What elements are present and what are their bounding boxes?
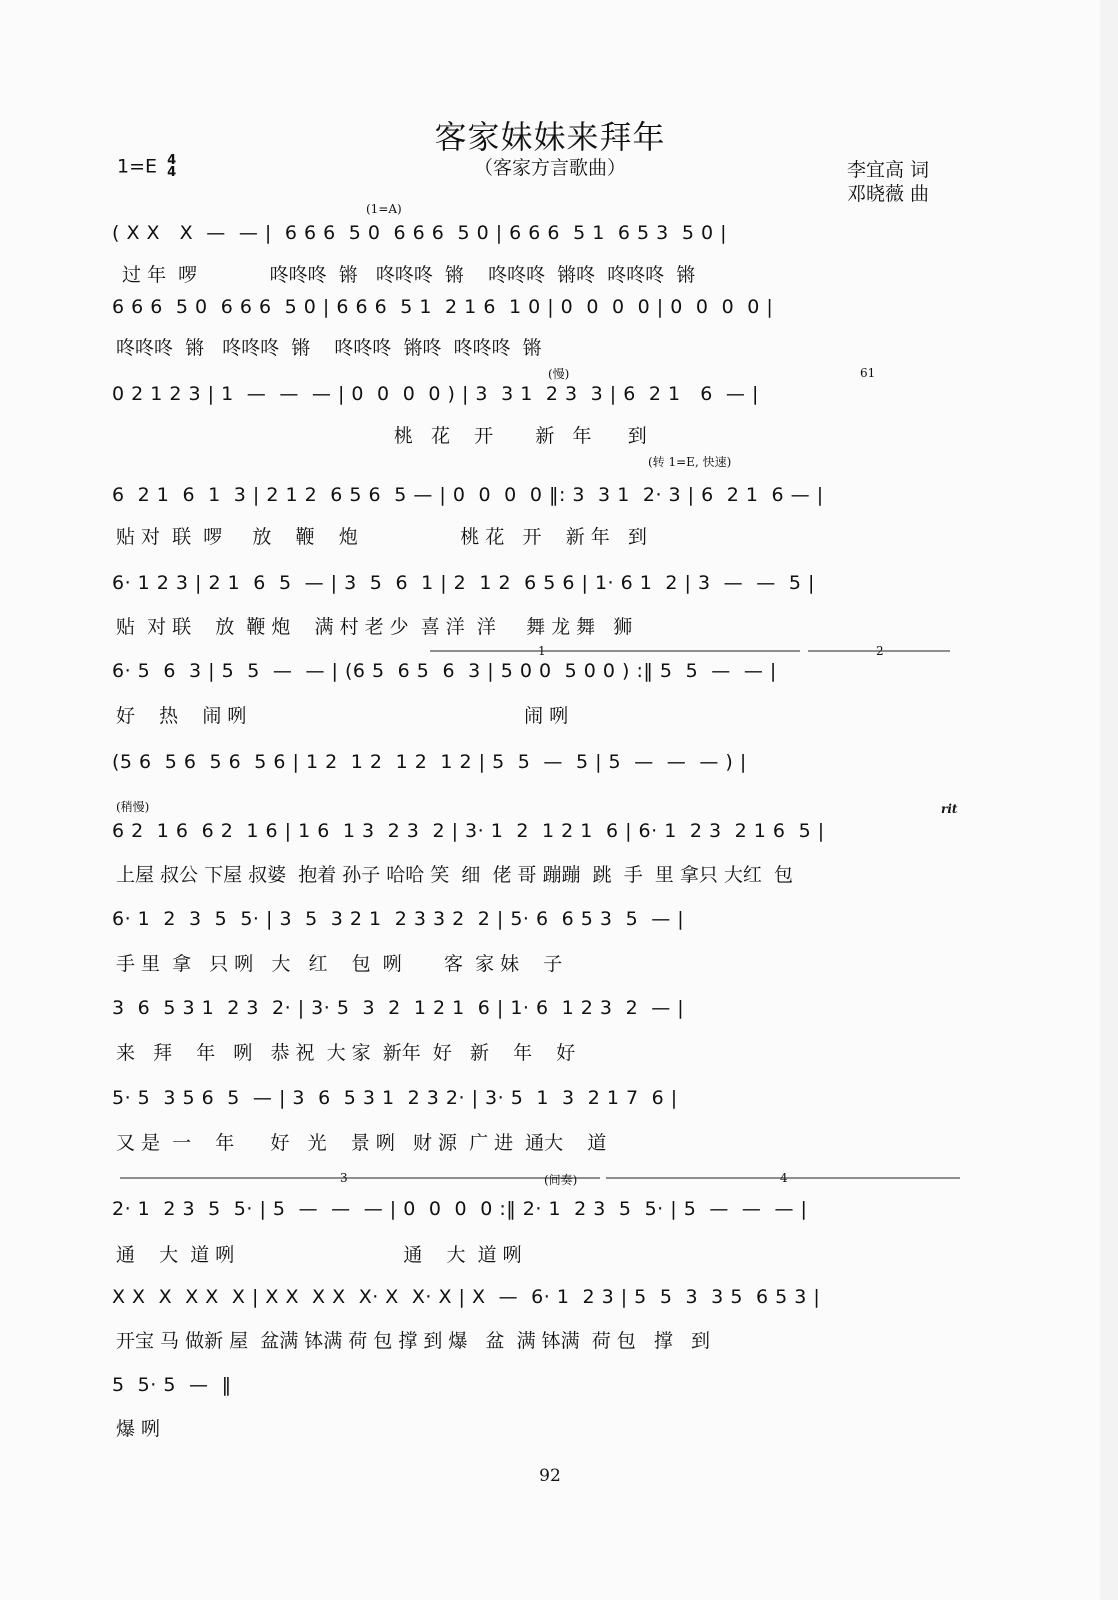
- lyrics-line: 来 拜 年 咧 恭 祝 大 家 新年 好 新 年 好: [116, 1042, 576, 1064]
- lyrics-line: 贴 对 联 啰 放 鞭 炮 桃 花 开 新 年 到: [116, 526, 647, 548]
- time-bottom: 4: [167, 165, 177, 180]
- notation-line: 5· 5 3 5 6 5 — | 3 6 5 3 1 2 3 2· | 3· 5 1 3 2 1 7 6 |: [112, 1087, 678, 1109]
- notation-line: 6· 1 2 3 5 5· | 3 5 3 2 1 2 3 3 2 2 | 5· 6 6 5 3 5 — |: [112, 908, 685, 930]
- scan-edge: [1100, 0, 1118, 1600]
- lyrics-line: 桃 花 开 新 年 到: [116, 425, 647, 447]
- lyrics-line: 咚咚咚 锵 咚咚咚 锵 咚咚咚 锵咚 咚咚咚 锵: [116, 337, 542, 359]
- notation-line: ( X X X — — | 6 6 6 5 0 6 6 6 5 0 | 6 6 6 5 1 6 5 3 5 0 |: [112, 222, 727, 244]
- notation-line: X X X X X X | X X X X X· X X· X | X — 6· 1 2 3 | 5 5 3 3 5 6 5 3 |: [112, 1286, 821, 1308]
- notation-line: 5 5· 5 — ‖: [112, 1374, 232, 1396]
- song-title: 客家妹妹来拜年: [434, 118, 666, 156]
- volta-3-label: 3: [340, 1171, 348, 1185]
- key-label: 1=E: [117, 155, 158, 178]
- lyricist-credit: 李宜高 词: [847, 159, 930, 181]
- tempo-slightly-slow-annotation: (稍慢): [116, 800, 150, 814]
- notation-line: 6· 1 2 3 | 2 1 6 5 — | 3 5 6 1 | 2 1 2 6 5 6 | 1· 6 1 2 | 3 — — 5 |: [112, 572, 815, 594]
- page-number: 92: [539, 1466, 561, 1486]
- song-subtitle: （客家方言歌曲）: [473, 157, 626, 179]
- grace-note-annotation: 61: [860, 366, 876, 380]
- notation-line: 2· 1 2 3 5 5· | 5 — — — | 0 0 0 0 :‖ 2· 1 2 3 5 5· | 5 — — — |: [112, 1198, 808, 1220]
- composer-credit: 邓晓薇 曲: [847, 183, 930, 205]
- lyrics-line: 手 里 拿 只 咧 大 红 包 咧 客 家 妹 子: [116, 953, 563, 975]
- tempo-slow-annotation: (慢): [548, 367, 570, 381]
- notation-line: 6· 5 6 3 | 5 5 — — | (6 5 6 5 6 3 | 5 0 0 5 0 0 ) :‖ 5 5 — — |: [112, 660, 777, 682]
- lyrics-line: 通 大 道 咧 通 大 道 咧: [116, 1244, 522, 1266]
- lyrics-line: 上屋 叔公 下屋 叔婆 抱着 孙子 哈哈 笑 细 佬 哥 蹦蹦 跳 手 里 拿只 大红 包: [116, 864, 793, 886]
- time-top: 4: [167, 153, 177, 168]
- notation-line: 3 6 5 3 1 2 3 2· | 3· 5 3 2 1 2 1 6 | 1· 6 1 2 3 2 — |: [112, 997, 685, 1019]
- notation-line: 0 2 1 2 3 | 1 — — — | 0 0 0 0 ) | 3 3 1 2 3 3 | 6 2 1 6 — |: [112, 383, 759, 405]
- lyrics-line: 爆 咧: [116, 1418, 161, 1440]
- volta-1-label: 1: [538, 644, 546, 658]
- key-change-annotation: (1=A): [366, 202, 402, 216]
- notation-line: 6 6 6 5 0 6 6 6 5 0 | 6 6 6 5 1 2 1 6 1 0 | 0 0 0 0 | 0 0 0 0 |: [112, 296, 774, 318]
- lyrics-line: 开宝 马 做新 屋 盆满 钵满 荷 包 撑 到 爆 盆 满 钵满 荷 包 撑 到: [116, 1330, 711, 1352]
- key-change-fast-annotation: (转 1=E, 快速): [648, 455, 732, 469]
- ritardando-mark: rit: [941, 802, 958, 816]
- volta-4-label: 4: [780, 1171, 788, 1185]
- notation-line: 6 2 1 6 6 2 1 6 | 1 6 1 3 2 3 2 | 3· 1 2 1 2 1 6 | 6· 1 2 3 2 1 6 5 |: [112, 820, 825, 842]
- lyrics-line: 过 年 啰 咚咚咚 锵 咚咚咚 锵 咚咚咚 锵咚 咚咚咚 锵: [116, 264, 696, 286]
- lyrics-line: 好 热 闹 咧 闹 咧: [116, 705, 569, 727]
- interlude-annotation: (间奏): [544, 1173, 578, 1187]
- volta-2-label: 2: [876, 644, 884, 658]
- notation-line: 6 2 1 6 1 3 | 2 1 2 6 5 6 5 — | 0 0 0 0 ‖: 3 3 1 2· 3 | 6 2 1 6 — |: [112, 484, 824, 506]
- notation-line: (5 6 5 6 5 6 5 6 | 1 2 1 2 1 2 1 2 | 5 5 — 5 | 5 — — — ) |: [112, 751, 747, 773]
- lyrics-line: 又 是 一 年 好 光 景 咧 财 源 广 进 通大 道: [116, 1132, 607, 1154]
- lyrics-line: 贴 对 联 放 鞭 炮 满 村 老 少 喜 洋 洋 舞 龙 舞 狮: [116, 616, 633, 638]
